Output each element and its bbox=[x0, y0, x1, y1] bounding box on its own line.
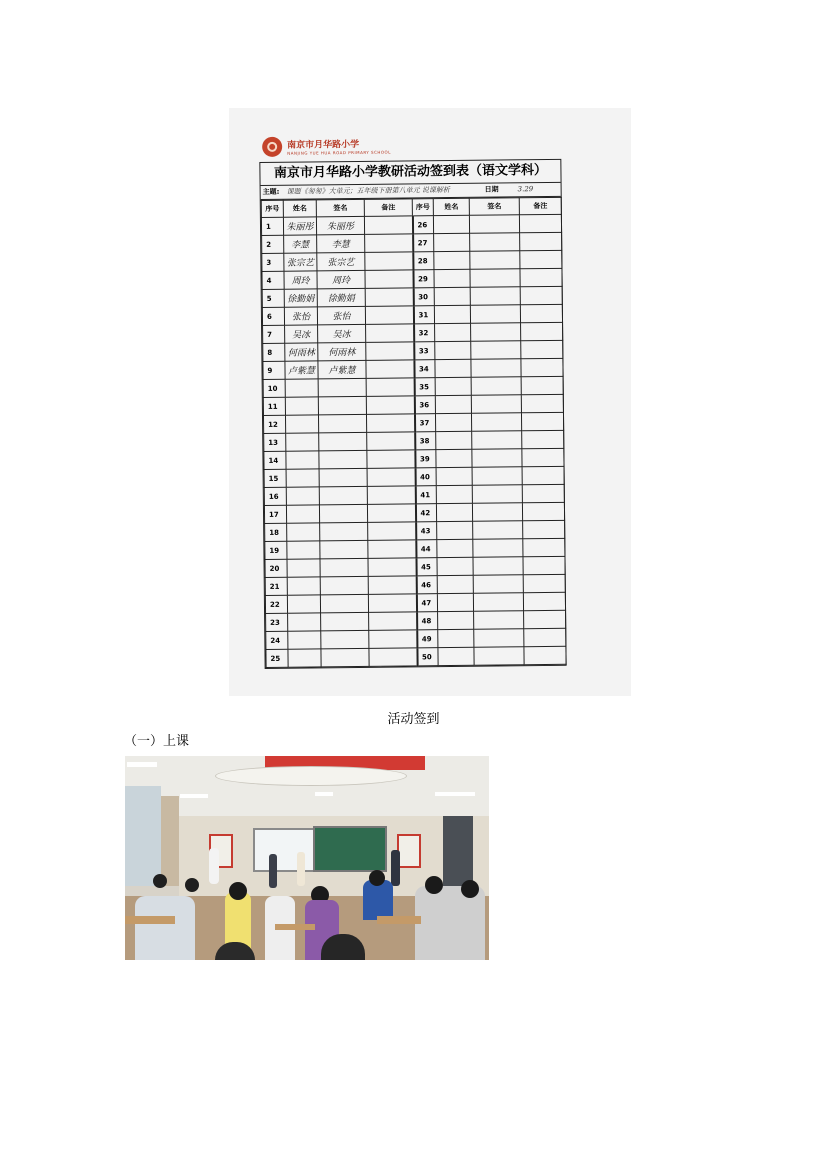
name-cell bbox=[434, 305, 470, 323]
name-cell bbox=[435, 359, 471, 377]
row-number: 17 bbox=[264, 505, 286, 523]
row-number: 3 bbox=[262, 253, 284, 271]
remark-cell bbox=[367, 450, 415, 469]
remark-cell bbox=[523, 574, 565, 592]
remark-cell bbox=[365, 288, 413, 307]
row-number: 48 bbox=[417, 612, 438, 630]
row-number: 42 bbox=[415, 504, 436, 522]
signature-cell bbox=[319, 468, 367, 487]
name-cell bbox=[437, 521, 473, 539]
name-cell bbox=[434, 233, 470, 251]
signature-cell bbox=[473, 557, 523, 576]
signin-sheet bbox=[259, 127, 585, 672]
remark-cell bbox=[524, 646, 566, 664]
signature-cell bbox=[470, 269, 520, 288]
name-cell bbox=[436, 485, 472, 503]
signature-cell bbox=[473, 593, 523, 612]
remark-cell bbox=[367, 486, 415, 505]
row-number: 1 bbox=[261, 217, 283, 235]
name-cell bbox=[434, 251, 470, 269]
remark-cell bbox=[521, 394, 563, 412]
name-cell bbox=[286, 469, 319, 487]
name-cell bbox=[437, 539, 473, 557]
row-number: 33 bbox=[414, 342, 435, 360]
row-number: 9 bbox=[263, 361, 285, 379]
remark-cell bbox=[521, 322, 563, 340]
row-number: 30 bbox=[413, 288, 434, 306]
name-cell bbox=[436, 503, 472, 521]
signature-cell bbox=[320, 558, 368, 577]
signature-cell bbox=[320, 576, 368, 595]
signature-cell bbox=[473, 575, 523, 594]
name-cell bbox=[287, 559, 320, 577]
name-cell bbox=[286, 451, 319, 469]
remark-cell bbox=[366, 378, 414, 397]
remark-cell bbox=[365, 306, 413, 325]
signature-cell bbox=[472, 431, 522, 450]
school-logo bbox=[262, 133, 391, 160]
signature-cell bbox=[474, 611, 524, 630]
remark-cell bbox=[369, 612, 417, 631]
row-number: 15 bbox=[264, 469, 286, 487]
remark-cell bbox=[366, 324, 414, 343]
name-cell bbox=[285, 397, 318, 415]
signature-cell bbox=[319, 504, 367, 523]
name-cell bbox=[433, 215, 469, 233]
name-cell: 周玲 bbox=[284, 271, 317, 289]
signature-cell bbox=[473, 521, 523, 540]
remark-cell bbox=[522, 466, 564, 484]
row-number: 50 bbox=[417, 648, 438, 666]
row-number: 29 bbox=[413, 270, 434, 288]
name-cell bbox=[434, 287, 470, 305]
signature-cell bbox=[318, 414, 366, 433]
signature-cell bbox=[471, 395, 521, 414]
signature-cell bbox=[472, 449, 522, 468]
name-cell: 张宗艺 bbox=[284, 253, 317, 271]
remark-cell bbox=[366, 342, 414, 361]
signature-cell: 朱丽彤 bbox=[316, 216, 364, 235]
name-cell bbox=[438, 611, 474, 629]
signature-cell bbox=[472, 467, 522, 486]
row-number: 5 bbox=[262, 289, 284, 307]
remark-cell bbox=[520, 268, 562, 286]
name-cell bbox=[287, 541, 320, 559]
signature-cell bbox=[318, 396, 366, 415]
remark-cell bbox=[521, 412, 563, 430]
remark-cell bbox=[366, 360, 414, 379]
row-number: 27 bbox=[413, 234, 434, 252]
name-cell: 吴冰 bbox=[285, 325, 318, 343]
remark-cell bbox=[367, 432, 415, 451]
name-cell bbox=[288, 631, 321, 649]
name-cell bbox=[437, 593, 473, 611]
row-number: 25 bbox=[266, 649, 288, 667]
signature-cell bbox=[318, 378, 366, 397]
signature-cell bbox=[471, 377, 521, 396]
signature-cell bbox=[321, 630, 369, 649]
remark-cell bbox=[521, 376, 563, 394]
remark-cell bbox=[368, 540, 416, 559]
sheet-title: 南京市月华路小学教研活动签到表（语文学科） bbox=[260, 160, 560, 186]
name-cell bbox=[437, 575, 473, 593]
name-cell bbox=[288, 649, 321, 667]
remark-cell bbox=[524, 628, 566, 646]
signin-table-frame bbox=[259, 159, 566, 669]
scanned-signin-sheet bbox=[229, 108, 631, 696]
col-header: 备注 bbox=[364, 199, 412, 217]
row-number: 44 bbox=[416, 540, 437, 558]
signature-cell bbox=[474, 629, 524, 648]
name-cell bbox=[286, 505, 319, 523]
row-number: 32 bbox=[414, 324, 435, 342]
row-number: 49 bbox=[417, 630, 438, 648]
theme-value: 课题《匆匆》大单元；五年级下册第八单元 说课解析 bbox=[286, 186, 450, 196]
signature-cell bbox=[472, 485, 522, 504]
col-header: 序号 bbox=[412, 199, 433, 216]
remark-cell bbox=[365, 252, 413, 271]
col-header: 签名 bbox=[316, 199, 364, 217]
row-number: 18 bbox=[265, 523, 287, 541]
name-cell bbox=[287, 577, 320, 595]
name-cell bbox=[286, 487, 319, 505]
row-number: 7 bbox=[263, 325, 285, 343]
remark-cell bbox=[521, 358, 563, 376]
row-number: 10 bbox=[263, 379, 285, 397]
remark-cell bbox=[366, 414, 414, 433]
signature-cell bbox=[469, 215, 519, 234]
signature-cell bbox=[319, 432, 367, 451]
row-number: 43 bbox=[416, 522, 437, 540]
name-cell: 张怡 bbox=[284, 307, 317, 325]
row-number: 13 bbox=[264, 433, 286, 451]
signature-cell bbox=[471, 413, 521, 432]
date-label: 日期 bbox=[484, 185, 499, 194]
row-number: 2 bbox=[262, 235, 284, 253]
logo-english-text: NANJING YUE HUA ROAD PRIMARY SCHOOL bbox=[287, 149, 391, 156]
row-number: 26 bbox=[412, 216, 433, 234]
col-header: 序号 bbox=[261, 200, 283, 217]
row-number: 35 bbox=[414, 378, 435, 396]
name-cell: 李慧 bbox=[284, 235, 317, 253]
signature-cell bbox=[321, 612, 369, 631]
remark-cell bbox=[524, 610, 566, 628]
row-number: 16 bbox=[264, 487, 286, 505]
name-cell bbox=[435, 413, 471, 431]
name-cell bbox=[436, 431, 472, 449]
signature-cell: 卢紫慧 bbox=[318, 360, 366, 379]
remark-cell bbox=[522, 484, 564, 502]
signature-cell: 张怡 bbox=[317, 306, 365, 325]
remark-cell bbox=[523, 592, 565, 610]
logo-text: 南京市月华路小学 bbox=[287, 139, 360, 151]
signature-cell: 李慧 bbox=[317, 234, 365, 253]
signature-cell bbox=[321, 648, 369, 667]
row-number: 11 bbox=[263, 397, 285, 415]
remark-cell bbox=[523, 520, 565, 538]
row-number: 19 bbox=[265, 541, 287, 559]
signature-cell bbox=[471, 341, 521, 360]
row-number: 40 bbox=[415, 468, 436, 486]
signature-cell: 张宗艺 bbox=[317, 252, 365, 271]
name-cell bbox=[435, 395, 471, 413]
signature-cell: 徐勤娟 bbox=[317, 288, 365, 307]
remark-cell bbox=[522, 448, 564, 466]
signature-cell bbox=[471, 323, 521, 342]
signature-cell: 何雨林 bbox=[318, 342, 366, 361]
signature-cell: 周玲 bbox=[317, 270, 365, 289]
col-header: 签名 bbox=[469, 198, 519, 216]
remark-cell bbox=[519, 214, 561, 232]
row-number: 24 bbox=[266, 631, 288, 649]
row-number: 34 bbox=[414, 360, 435, 378]
signature-cell bbox=[320, 594, 368, 613]
remark-cell bbox=[367, 468, 415, 487]
remark-cell bbox=[368, 594, 416, 613]
remark-cell bbox=[520, 250, 562, 268]
row-number: 36 bbox=[414, 396, 435, 414]
remark-cell bbox=[523, 556, 565, 574]
name-cell: 徐勤娟 bbox=[284, 289, 317, 307]
table-row bbox=[266, 646, 566, 667]
signature-cell bbox=[470, 251, 520, 270]
row-number: 6 bbox=[262, 307, 284, 325]
remark-cell bbox=[522, 430, 564, 448]
signature-cell bbox=[474, 647, 524, 666]
remark-cell bbox=[368, 522, 416, 541]
signature-cell bbox=[319, 486, 367, 505]
figure-caption: 活动签到 bbox=[387, 712, 440, 727]
remark-cell bbox=[367, 504, 415, 523]
name-cell bbox=[285, 415, 318, 433]
signin-table bbox=[261, 197, 567, 668]
signature-cell bbox=[470, 305, 520, 324]
signature-cell bbox=[471, 359, 521, 378]
remark-cell bbox=[368, 576, 416, 595]
classroom-photo bbox=[125, 756, 489, 960]
name-cell bbox=[287, 595, 320, 613]
row-number: 4 bbox=[262, 271, 284, 289]
row-number: 22 bbox=[265, 595, 287, 613]
name-cell bbox=[285, 379, 318, 397]
row-number: 31 bbox=[413, 306, 434, 324]
row-number: 37 bbox=[414, 414, 435, 432]
signature-cell bbox=[473, 539, 523, 558]
remark-cell bbox=[523, 538, 565, 556]
col-header: 备注 bbox=[519, 197, 561, 214]
signature-cell: 吴冰 bbox=[318, 324, 366, 343]
name-cell bbox=[436, 467, 472, 485]
name-cell: 朱丽彤 bbox=[283, 217, 316, 235]
school-seal-icon bbox=[262, 137, 282, 157]
row-number: 46 bbox=[416, 576, 437, 594]
col-header: 姓名 bbox=[283, 200, 316, 217]
remark-cell bbox=[365, 234, 413, 253]
date-value: 3.29 bbox=[517, 185, 534, 194]
row-number: 20 bbox=[265, 559, 287, 577]
name-cell bbox=[436, 449, 472, 467]
signature-cell bbox=[320, 522, 368, 541]
name-cell bbox=[435, 341, 471, 359]
name-cell: 卢紫慧 bbox=[285, 361, 318, 379]
row-number: 14 bbox=[264, 451, 286, 469]
remark-cell bbox=[522, 502, 564, 520]
signature-cell bbox=[320, 540, 368, 559]
theme-label: 主题: bbox=[262, 187, 280, 196]
section-heading: （一）上课 bbox=[124, 734, 190, 749]
signature-cell bbox=[470, 233, 520, 252]
row-number: 8 bbox=[263, 343, 285, 361]
name-cell bbox=[286, 433, 319, 451]
name-cell bbox=[435, 377, 471, 395]
signature-cell bbox=[470, 287, 520, 306]
row-number: 39 bbox=[415, 450, 436, 468]
name-cell bbox=[435, 323, 471, 341]
row-number: 23 bbox=[266, 613, 288, 631]
name-cell bbox=[288, 613, 321, 631]
remark-cell bbox=[368, 558, 416, 577]
row-number: 38 bbox=[415, 432, 436, 450]
remark-cell bbox=[369, 648, 417, 667]
name-cell bbox=[438, 629, 474, 647]
remark-cell bbox=[520, 304, 562, 322]
remark-cell bbox=[366, 396, 414, 415]
row-number: 12 bbox=[263, 415, 285, 433]
name-cell bbox=[438, 647, 474, 665]
row-number: 28 bbox=[413, 252, 434, 270]
col-header: 姓名 bbox=[433, 198, 469, 215]
row-number: 47 bbox=[416, 594, 437, 612]
remark-cell bbox=[369, 630, 417, 649]
row-number: 45 bbox=[416, 558, 437, 576]
remark-cell bbox=[364, 216, 412, 235]
signature-cell bbox=[319, 450, 367, 469]
name-cell: 何雨林 bbox=[285, 343, 318, 361]
row-number: 21 bbox=[265, 577, 287, 595]
remark-cell bbox=[520, 232, 562, 250]
name-cell bbox=[287, 523, 320, 541]
signature-cell bbox=[472, 503, 522, 522]
name-cell bbox=[437, 557, 473, 575]
name-cell bbox=[434, 269, 470, 287]
remark-cell bbox=[520, 286, 562, 304]
remark-cell bbox=[521, 340, 563, 358]
row-number: 41 bbox=[415, 486, 436, 504]
remark-cell bbox=[365, 270, 413, 289]
